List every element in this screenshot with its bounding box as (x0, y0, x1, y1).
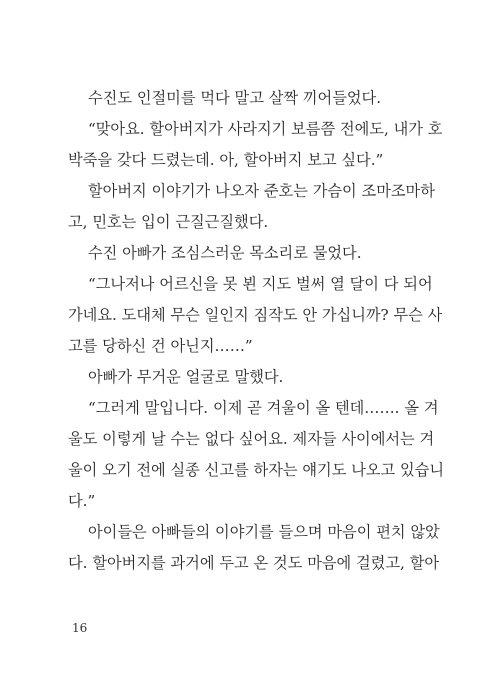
body-text-line: 고, 민호는 입이 근질근질했다. (68, 213, 269, 231)
body-text-line: 가네요. 도대체 무슨 일인지 짐작도 안 가십니까? 무슨 사 (68, 306, 443, 324)
body-text-line: 할아버지 이야기가 나오자 준호는 가슴이 조마조마하 (88, 182, 435, 200)
body-text-line: 박죽을 갖다 드렸는데. 아, 할아버지 보고 싶다.” (68, 151, 384, 169)
body-text-line: 아빠가 무거운 얼굴로 말했다. (88, 368, 284, 386)
body-text-line: 다.” (68, 492, 96, 510)
body-text-line: “맞아요. 할아버지가 사라지기 보름쯤 전에도, 내가 호 (88, 120, 443, 138)
body-text-line: 다. 할아버지를 과거에 두고 온 것도 마음에 걸렸고, 할아 (68, 554, 440, 572)
body-text-line: “그러게 말입니다. 이제 곧 겨울이 올 텐데……. 올 겨 (88, 399, 439, 417)
body-text-line: 수진도 인절미를 먹다 말고 살짝 끼어들었다. (88, 89, 382, 107)
page-number: 16 (72, 621, 88, 635)
body-text-line: 울이 오기 전에 실종 신고를 하자는 얘기도 나오고 있습니 (68, 461, 445, 479)
body-text-line: “그나저나 어르신을 못 뵌 지도 벌써 열 달이 다 되어 (88, 275, 433, 293)
body-text-line: 아이들은 아빠들의 이야기를 들으며 마음이 편치 않았 (88, 523, 440, 541)
body-text-line: 고를 당하신 건 아닌지……” (68, 337, 253, 355)
body-text-line: 울도 이렇게 날 수는 없다 싶어요. 제자들 사이에서는 겨 (68, 430, 435, 448)
body-text-line: 수진 아빠가 조심스러운 목소리로 물었다. (88, 244, 362, 262)
